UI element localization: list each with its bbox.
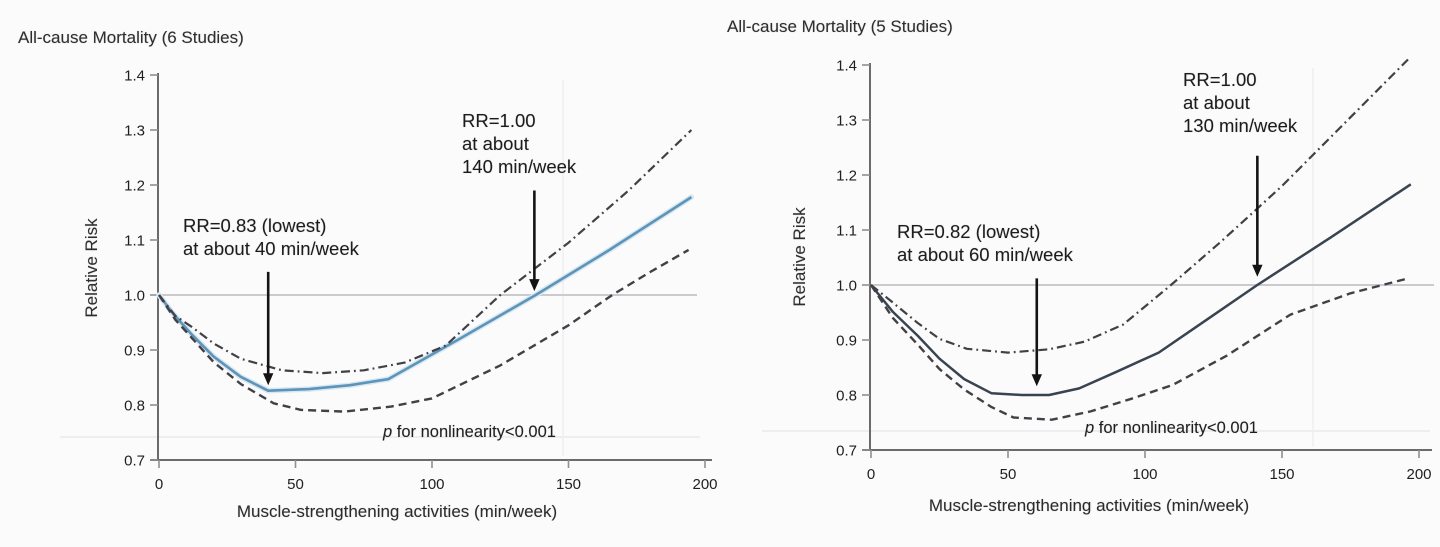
y-axis-label-left: Relative Risk [82, 218, 101, 318]
annotation-line: at about [462, 133, 529, 154]
annotation-arrow-head [1032, 374, 1042, 386]
y-tick-label: 1.3 [836, 112, 857, 130]
x-tick-label: 50 [999, 466, 1017, 483]
x-axis-label-left: Muscle-strengthening activities (min/week) [236, 502, 558, 521]
annotation-text [462, 109, 576, 178]
p-nonlinearity-right [1085, 419, 1258, 438]
annotation-text [1183, 68, 1297, 137]
x-axis-label-right: Muscle-strengthening activities (min/week) [928, 496, 1250, 515]
y-tick-label: 0.9 [836, 332, 857, 350]
p-nonlinearity-left [383, 423, 556, 442]
annotation-line: RR=0.83 (lowest) [183, 215, 327, 236]
lower-ci-curve [871, 278, 1408, 419]
x-tick-label: 100 [419, 476, 445, 493]
x-tick-label: 100 [1132, 466, 1158, 483]
estimate-curve [871, 184, 1411, 395]
y-tick-label: 1.4 [836, 57, 857, 75]
annotation-text [183, 214, 359, 260]
x-tick-label: 150 [555, 476, 582, 493]
y-axis-label-right: Relative Risk [790, 207, 809, 307]
annotation-line: at about [1183, 92, 1250, 113]
p-symbol: p [383, 423, 393, 441]
y-tick-label: 1.2 [124, 177, 145, 195]
y-tick-label: 0.9 [124, 342, 145, 360]
annotation-line: at about 40 min/week [183, 238, 359, 259]
annotation-line: at about 60 min/week [897, 244, 1073, 265]
x-tick-label: 50 [287, 476, 304, 493]
p-statement: for nonlinearity<0.001 [392, 423, 556, 441]
chart-title-right: All-cause Mortality (5 Studies) [727, 17, 953, 36]
y-tick-label: 1.1 [124, 232, 145, 250]
annotation-line: RR=1.00 [1183, 69, 1257, 90]
annotation-text [897, 220, 1073, 266]
annotation-arrow-head [529, 279, 539, 291]
p-symbol: p [1085, 419, 1095, 437]
x-tick-label: 0 [866, 466, 876, 483]
x-tick-label: 0 [154, 476, 164, 493]
y-tick-label: 0.8 [836, 387, 857, 405]
y-tick-label: 0.7 [836, 442, 857, 460]
y-tick-label: 1.4 [124, 67, 145, 85]
p-statement: for nonlinearity<0.001 [1094, 419, 1258, 437]
x-tick-label: 200 [1406, 466, 1432, 483]
annotation-line: 130 min/week [1183, 115, 1298, 136]
y-tick-label: 1.1 [836, 222, 857, 240]
annotation-line: RR=1.00 [462, 110, 536, 131]
annotation-arrow-head [1252, 265, 1262, 277]
y-tick-label: 0.8 [124, 397, 145, 415]
y-tick-label: 1.2 [836, 167, 857, 185]
x-tick-label: 200 [692, 476, 718, 493]
chart-title-left: All-cause Mortality (6 Studies) [18, 28, 244, 47]
y-tick-label: 1.3 [124, 122, 145, 140]
annotation-line: 140 min/week [462, 156, 577, 177]
upper-ci-curve [871, 60, 1408, 353]
annotation-line: RR=0.82 (lowest) [897, 221, 1041, 242]
x-tick-label: 150 [1269, 466, 1295, 483]
annotation-arrow-head [263, 373, 273, 385]
y-tick-label: 1.0 [836, 277, 857, 295]
y-tick-label: 1.0 [124, 287, 145, 305]
y-tick-label: 0.7 [124, 452, 145, 470]
lower-ci-curve [159, 250, 689, 412]
